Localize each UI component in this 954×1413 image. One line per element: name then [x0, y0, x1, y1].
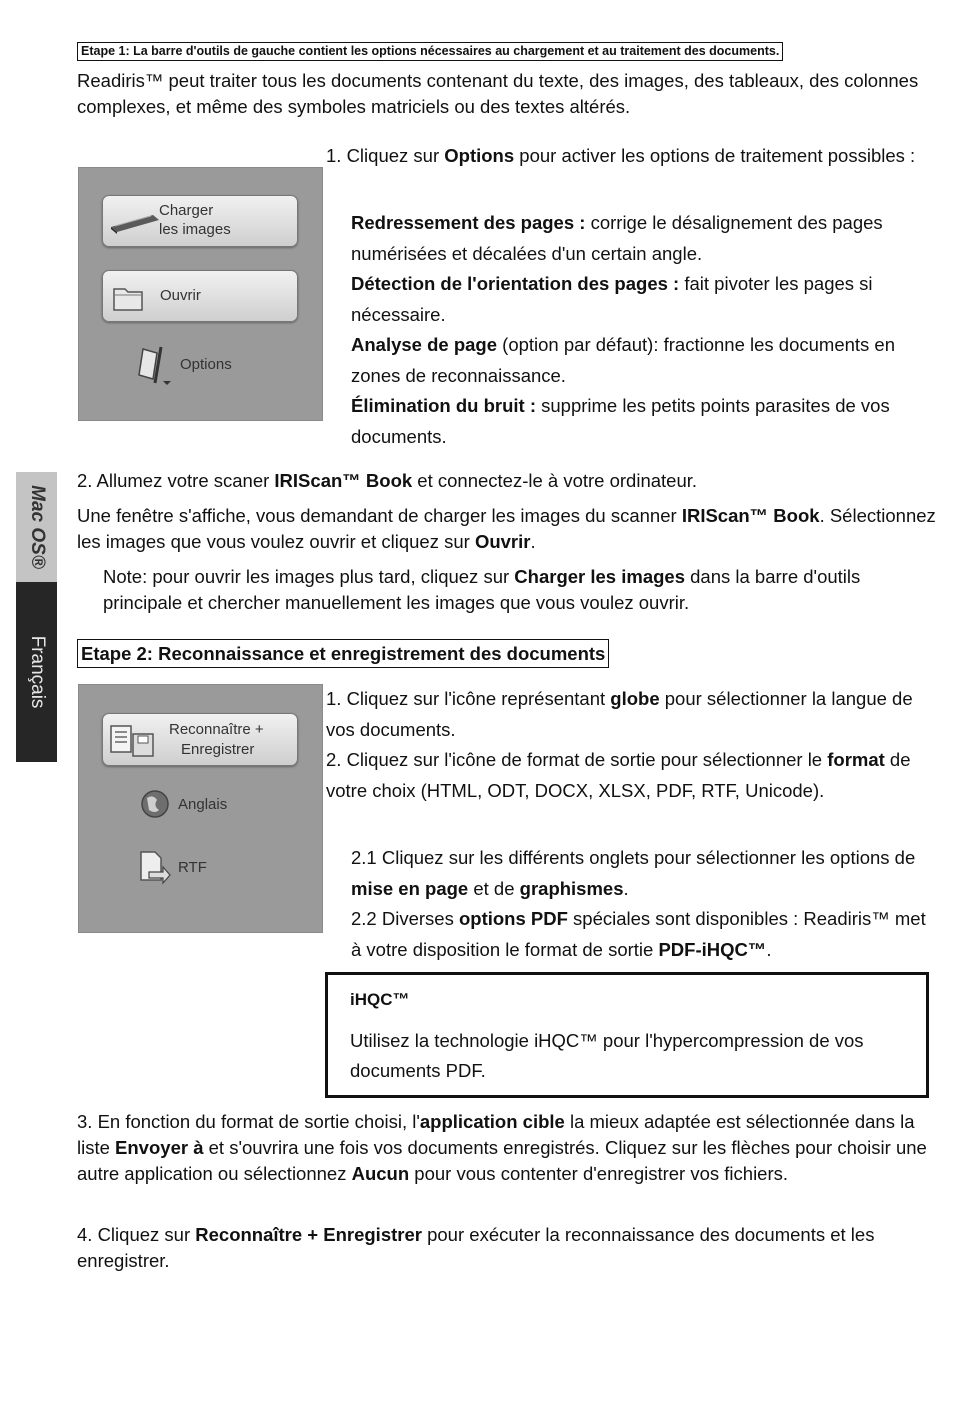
rtf-label: RTF [178, 859, 207, 876]
step2-items [326, 684, 926, 806]
s1-bold: globe [610, 688, 660, 709]
step2-item21 [351, 843, 931, 904]
opt4-bold: Élimination du bruit : [351, 395, 536, 416]
recog-label-1: Reconnaître + [169, 721, 264, 738]
step1-intro [77, 68, 927, 120]
opt1-bold: Redressement des pages : [351, 212, 586, 233]
option-redressement [351, 208, 931, 269]
item1-options: Options [444, 145, 515, 166]
s21-end: . [623, 877, 629, 899]
ouvrir-button[interactable] [102, 270, 298, 322]
ihqc-text: Utilisez la technologie iHQC™ pour l'hypercompression de vos documents PDF. [350, 1030, 864, 1081]
s22-bold2: PDF-iHQC™ [658, 938, 767, 960]
step1-heading: Etape 1: La barre d'outils de gauche contient les options nécessaires au chargement et au traitement des documents. [77, 42, 783, 61]
folder-icon [111, 281, 145, 313]
window-bold: IRIScan™ Book [681, 505, 820, 526]
note-post: dans la barre d'outils principale et chercher manuellement les images que vous voulez ouvrir. [103, 566, 861, 613]
ihqc-title: iHQC™ [350, 990, 410, 1009]
window-end: . [530, 531, 536, 552]
p3-mid1: la mieux adaptée est sélectionnée dans la liste [77, 1111, 915, 1158]
side-tab [16, 472, 57, 762]
p4-bold: Reconnaître + Enregistrer [195, 1224, 422, 1245]
option-analyse [351, 330, 931, 391]
s1-post: pour sélectionner la langue de vos documents. [326, 688, 913, 740]
step1-window-text [77, 503, 937, 555]
item2-pre: 2. Allumez votre scaner [77, 470, 275, 491]
window-mid: . Sélectionnez les images que vous voulez ouvrir et cliquez sur [77, 505, 936, 552]
side-tab-macos [16, 472, 57, 582]
output-format-icon[interactable] [137, 850, 171, 886]
opt4-text: supprime les petits points parasites de vos documents. [351, 395, 890, 447]
anglais-label: Anglais [178, 796, 228, 813]
step2-heading: Etape 2: Reconnaissance et enregistrement des documents [77, 639, 609, 668]
p3-bold2: Envoyer à [115, 1137, 204, 1158]
charger-images-button[interactable] [102, 195, 298, 247]
step2-subitems [351, 843, 931, 965]
s21-bold2: graphismes [519, 877, 624, 899]
options-icon[interactable] [137, 343, 177, 387]
step2-item1 [326, 684, 926, 745]
step1-note [103, 564, 943, 616]
charger-label-2: les images [159, 221, 231, 238]
window-bold2: Ouvrir [474, 531, 531, 552]
step2-item2 [326, 745, 926, 806]
window-pre: Une fenêtre s'affiche, vous demandant de charger les images du scanner [77, 505, 682, 526]
p3-bold1: application cible [419, 1111, 565, 1132]
note-bold: Charger les images [514, 566, 685, 587]
side-tab-macos-label: Mac OS® [26, 485, 48, 569]
charger-label-1: Charger [159, 202, 214, 219]
opt1-text: corrige le désalignement des pages numérisées et décalées d'un certain angle. [351, 212, 883, 264]
ihqc-note-box [325, 972, 929, 1098]
item1-pre: 1. Cliquez sur [326, 145, 445, 166]
opt2-text: fait pivoter les pages si nécessaire. [351, 273, 873, 325]
s22-end: . [766, 938, 772, 960]
recognize-save-icon [109, 722, 157, 758]
s21-mid: et de [468, 877, 520, 899]
item2-bold: IRIScan™ Book [274, 470, 413, 491]
scanner-icon [109, 212, 161, 234]
p3-pre: 3. En fonction du format de sortie choisi, l' [77, 1111, 420, 1132]
step2-item22 [351, 904, 931, 965]
step1-intro-text: Readiris™ peut traiter tous les documents contenant du texte, des images, des tableaux, des colonnes complexes, et même des symboles matriciels ou des textes altérés. [77, 70, 919, 117]
globe-icon[interactable] [139, 788, 171, 820]
opt3-bold: Analyse de page [351, 334, 498, 355]
item1-post: pour activer les options de traitement possibles : [514, 145, 916, 166]
s22-bold: options PDF [458, 908, 568, 929]
p4-pre: 4. Cliquez sur [77, 1224, 196, 1245]
option-orientation [351, 269, 931, 330]
ouvrir-label: Ouvrir [160, 287, 201, 304]
p4-post: pour exécuter la reconnaissance des documents et les enregistrer. [77, 1224, 875, 1271]
side-tab-language [16, 582, 57, 762]
p3-mid2: et s'ouvrira une fois vos documents enregistrés. Cliquez sur les flèches pour choisir une autre application ou sélectionnez [77, 1137, 927, 1184]
s21-bold1: mise en page [351, 877, 469, 899]
s1-pre: 1. Cliquez sur l'icône représentant [326, 688, 611, 709]
p3-end: pour vous contenter d'enregistrer vos fichiers. [409, 1163, 789, 1184]
s22-pre: 2.2 Diverses [351, 908, 459, 929]
opt2-bold: Détection de l'orientation des pages : [351, 273, 680, 294]
toolbar-screenshot-2 [78, 684, 323, 933]
s2-post: de votre choix (HTML, ODT, DOCX, XLSX, PDF, RTF, Unicode). [326, 749, 911, 801]
s2-bold: format [827, 749, 885, 770]
option-bruit [351, 391, 931, 452]
options-list [351, 208, 931, 452]
side-tab-language-label: Français [26, 635, 48, 709]
item2-post: et connectez-le à votre ordinateur. [412, 470, 698, 491]
toolbar-screenshot-1 [78, 167, 323, 421]
opt3-text: (option par défaut): fractionne les documents en zones de reconnaissance. [351, 334, 896, 386]
options-label: Options [180, 356, 232, 373]
s2-pre: 2. Cliquez sur l'icône de format de sortie pour sélectionner le [326, 749, 828, 770]
step1-item2 [77, 468, 937, 494]
step1-item1 [326, 141, 926, 171]
s21-pre: 2.1 Cliquez sur les différents onglets pour sélectionner les options de [351, 847, 916, 868]
note-pre: Note: pour ouvrir les images plus tard, cliquez sur [103, 566, 515, 587]
reconnaitre-enregistrer-button[interactable] [102, 713, 298, 766]
step2-p3 [77, 1109, 937, 1187]
recog-label-2: Enregistrer [181, 741, 255, 758]
step2-p4 [77, 1222, 937, 1274]
p3-bold3: Aucun [351, 1163, 410, 1184]
s22-mid: spéciales sont disponibles : Readiris™ met à votre disposition le format de sortie [351, 908, 926, 960]
